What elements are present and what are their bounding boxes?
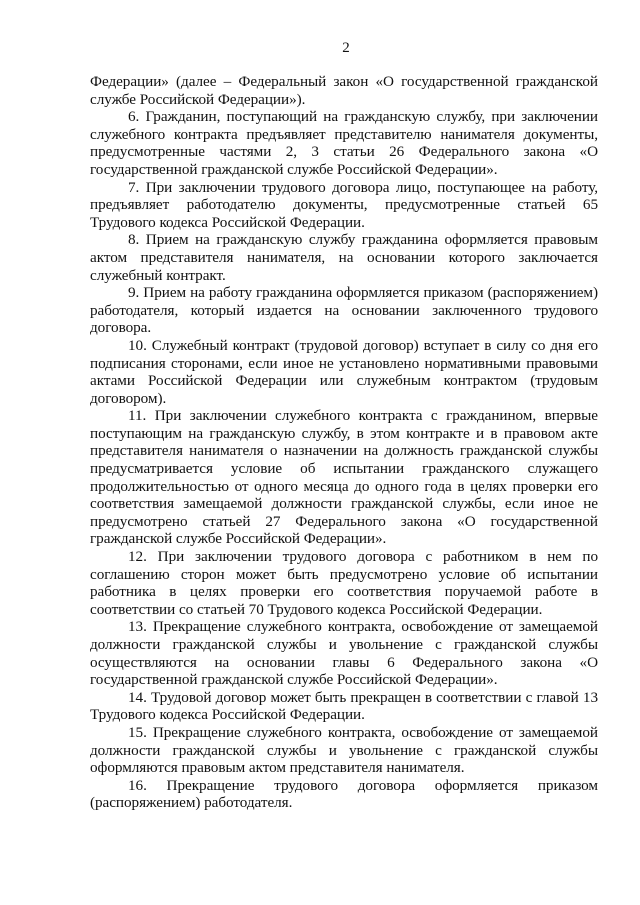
paragraph-11: 11. При заключении служебного контракта с гражданином, впервые поступающим на гражданскую службу, в этом контракте и в правовом акте представителя нанимателя о назначении на должность гражданской службы предусматривается условие об испытании гражданского служащего продолжительностью от одного месяца до одного года в целях проверки его соответствия замещаемой должности гражданской службы, если иное не предусмотрено статьей 27 Федерального закона «О государственной гражданской службе Российской Федерации». xyxy=(90,407,598,548)
document-page xyxy=(90,38,598,812)
page-number: 2 xyxy=(342,40,350,56)
paragraph-9: 9. Прием на работу гражданина оформляется приказом (распоряжением) работодателя, который издается на основании заключенного трудового договора. xyxy=(90,284,598,337)
paragraph-continuation: Федерации» (далее – Федеральный закон «О государственной гражданской службе Российской Федерации»). xyxy=(90,73,598,108)
paragraph-13: 13. Прекращение служебного контракта, освобождение от замещаемой должности гражданской службы и увольнение с гражданской службы осуществляются на основании главы 6 Федерального закона «О государственной гражданской службе Российской Федерации». xyxy=(90,618,598,689)
paragraph-10: 10. Служебный контракт (трудовой договор) вступает в силу со дня его подписания сторонами, если иное не установлено нормативными правовыми актами Российской Федерации или служебным контрактом (трудовым договором). xyxy=(90,336,598,407)
paragraph-15: 15. Прекращение служебного контракта, освобождение от замещаемой должности гражданской службы и увольнение с гражданской службы оформляются правовым актом представителя нанимателя. xyxy=(90,723,598,777)
paragraph-16: 16. Прекращение трудового договора оформляется приказом (распоряжением) работодателя. xyxy=(90,776,598,812)
paragraph-6: 6. Гражданин, поступающий на гражданскую службу, при заключении служебного контракта предъявляет представителю нанимателя документы, предусмотренные частями 2, 3 статьи 26 Федерального закона «О государственной гражданской службе Российской Федерации». xyxy=(90,108,598,178)
paragraph-7: 7. При заключении трудового договора лицо, поступающее на работу, предъявляет работодателю документы, предусмотренные статьей 65 Трудового кодекса Российской Федерации. xyxy=(90,178,598,231)
paragraph-8: 8. Прием на гражданскую службу гражданина оформляется правовым актом представителя нанимателя, на основании которого заключается служебный контракт. xyxy=(90,231,598,284)
paragraph-14: 14. Трудовой договор может быть прекращен в соответствии с главой 13 Трудового кодекса Российской Федерации. xyxy=(90,688,598,724)
paragraph-12: 12. При заключении трудового договора с работником в нем по соглашению сторон может быть предусмотрено условие об испытании работника в целях проверки его соответствия поручаемой работе в соответствии со статьей 70 Трудового кодекса Российской Федерации. xyxy=(90,548,598,618)
